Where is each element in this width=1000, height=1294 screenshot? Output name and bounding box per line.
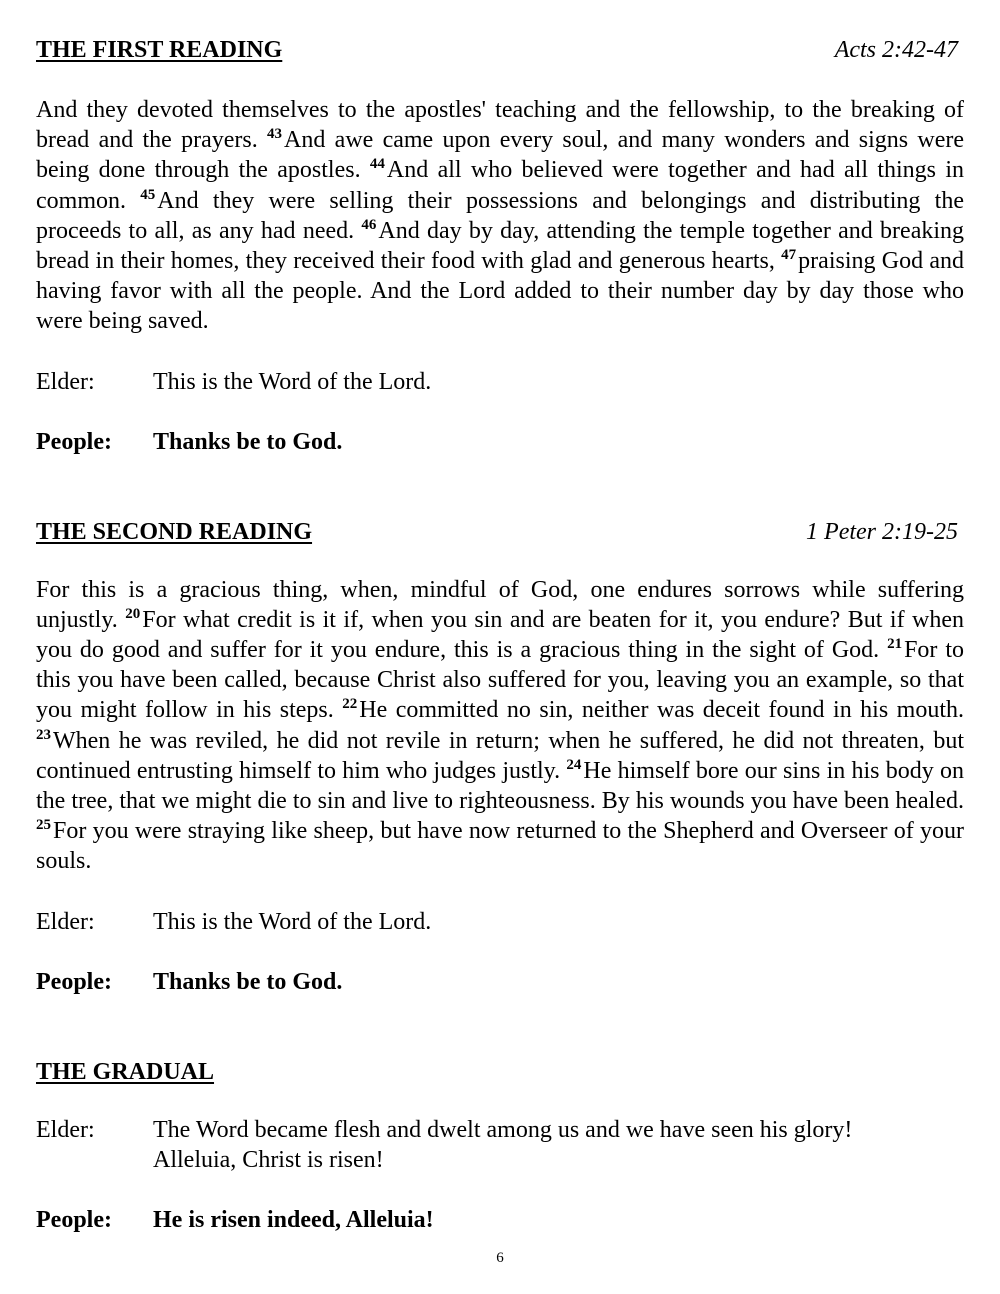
first-reading-heading [36, 34, 964, 66]
reading-segment: And awe came upon every soul, and many wonders and signs were being done through the apostles. [36, 127, 964, 184]
elder-line-1: The Word became flesh and dwelt among us and we have seen his glory! [153, 1116, 853, 1143]
reading-segment: For you were straying like sheep, but have now returned to the Shepherd and Overseer of your souls. [36, 818, 964, 875]
people-label: People: [36, 1206, 112, 1233]
reading-segment: For this is a gracious thing, when, mindful of God, one endures sorrows while suffering unjustly. [36, 576, 964, 633]
verse-number: 45 [140, 186, 156, 203]
reading-segment: He himself bore our sins in his body on the tree, that we might die to sin and live to righteousness. By his wounds you have been healed. [36, 757, 964, 815]
people-response [36, 427, 964, 457]
verse-number: 23 [36, 726, 51, 743]
verse-number: 43 [267, 126, 283, 143]
elder-label: Elder: [36, 368, 95, 395]
page-number: 6 [496, 1250, 504, 1266]
people-label: People: [36, 968, 112, 995]
reading-segment: For to this you have been called, because Christ also suffered for you, leaving you an example, so that you might follow in his steps. [36, 637, 964, 724]
gradual-heading [36, 1056, 964, 1088]
people-text: He is risen indeed, Alleluia! [153, 1206, 434, 1233]
second-reading-text [36, 575, 964, 877]
first-reading-reference: Acts 2:42-47 [834, 37, 958, 63]
people-text: Thanks be to God. [153, 968, 343, 995]
reading-segment: And they devoted themselves to the apostles' teaching and the fellowship, to the breaking of bread and the prayers. [36, 97, 964, 154]
reading-segment: And day by day, attending the temple together and breaking bread in their homes, they received their food with glad and generous hearts, [36, 217, 965, 275]
verse-number: 20 [125, 605, 141, 622]
first-reading-title: THE FIRST READING [36, 37, 283, 63]
verse-number: 44 [369, 156, 385, 173]
second-reading-heading [36, 516, 964, 548]
elder-response [36, 907, 964, 937]
verse-number: 47 [781, 247, 797, 264]
verse-number: 46 [361, 216, 377, 233]
elder-text: This is the Word of the Lord. [153, 368, 432, 395]
second-reading-reference: 1 Peter 2:19-25 [806, 518, 958, 545]
reading-segment: And all who believed were together and had all things in common. [36, 157, 964, 214]
verse-number: 22 [342, 696, 358, 713]
reading-segment: When he was reviled, he did not revile in return; when he suffered, he did not threaten, but continued entrusting himself to him who judges justly. [36, 727, 964, 784]
elder-text [153, 1115, 964, 1175]
people-text: Thanks be to God. [153, 428, 343, 455]
reading-segment: praising God and having favor with all the people. And the Lord added to their number day by day those who were being saved. [36, 248, 965, 335]
elder-line-2: Alleluia, Christ is risen! [153, 1146, 384, 1173]
reading-segment: He committed no sin, neither was deceit found in his mouth. [359, 697, 965, 724]
reading-segment: For what credit is it if, when you sin and are beaten for it, you endure? But if when you do good and suffer for it you endure, this is a gracious thing in the sight of God. [36, 606, 964, 664]
people-response [36, 967, 964, 997]
elder-label: Elder: [36, 908, 95, 935]
bulletin-page [36, 34, 964, 1235]
elder-label: Elder: [36, 1116, 95, 1143]
verse-number: 25 [36, 817, 51, 834]
second-reading-title: THE SECOND READING [36, 518, 313, 545]
elder-response [36, 367, 964, 397]
people-label: People: [36, 428, 112, 455]
verse-number: 24 [566, 756, 582, 773]
elder-response [36, 1115, 964, 1175]
elder-text: This is the Word of the Lord. [153, 908, 432, 935]
gradual-title: THE GRADUAL [36, 1058, 215, 1085]
verse-number: 21 [887, 636, 903, 653]
first-reading-text [36, 95, 964, 337]
people-response [36, 1205, 964, 1235]
reading-segment: And they were selling their possessions and belongings and distributing the proceeds to all, as any had need. [36, 187, 964, 244]
